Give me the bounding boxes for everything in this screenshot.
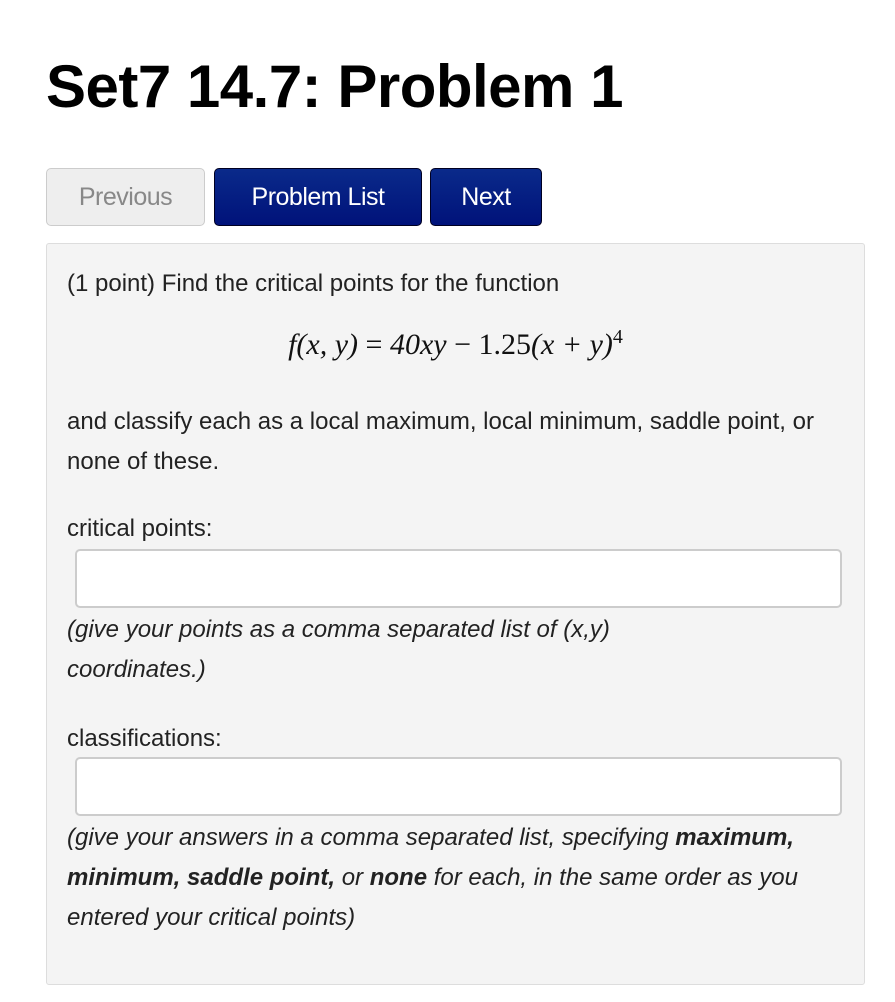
classifications-input[interactable] bbox=[75, 757, 842, 816]
formula-minus: − bbox=[446, 328, 479, 361]
hint-none: none bbox=[369, 864, 428, 891]
previous-button[interactable]: Previous bbox=[46, 168, 205, 226]
formula-coef: 1.25 bbox=[478, 328, 532, 361]
critical-points-hint bbox=[67, 610, 747, 690]
problem-list-button[interactable]: Problem List bbox=[214, 168, 422, 226]
classify-text: and classify each as a local maximum, local minimum, saddle point, or none of these. bbox=[67, 408, 814, 475]
classifications-hint bbox=[67, 818, 847, 938]
critical-points-input[interactable] bbox=[75, 549, 842, 608]
classifications-label: classifications: bbox=[67, 725, 222, 752]
formula-lhs: f(x, y) bbox=[288, 328, 359, 361]
formula-eq: = bbox=[358, 328, 390, 361]
hint-pre: (give your answers in a comma separated list, specifying bbox=[67, 824, 676, 851]
next-button[interactable]: Next bbox=[430, 168, 542, 226]
critical-hint-text: (give your points as a comma separated list of (x,y) coordinates.) bbox=[67, 616, 610, 683]
function-formula bbox=[47, 326, 864, 362]
formula-term1: 40xy bbox=[389, 328, 447, 361]
formula-exp: 4 bbox=[612, 326, 623, 348]
problem-panel bbox=[46, 243, 865, 985]
problem-intro: (1 point) Find the critical points for the function bbox=[67, 270, 560, 297]
page-title: Set7 14.7: Problem 1 bbox=[46, 53, 623, 120]
hint-post: for each, in the same order as you entered your critical points) bbox=[67, 864, 798, 931]
critical-points-label: critical points: bbox=[67, 515, 213, 542]
formula-paren: (x + y) bbox=[531, 328, 613, 361]
hint-or: or bbox=[335, 864, 370, 891]
hint-options: maximum, minimum, saddle point, bbox=[67, 824, 794, 891]
